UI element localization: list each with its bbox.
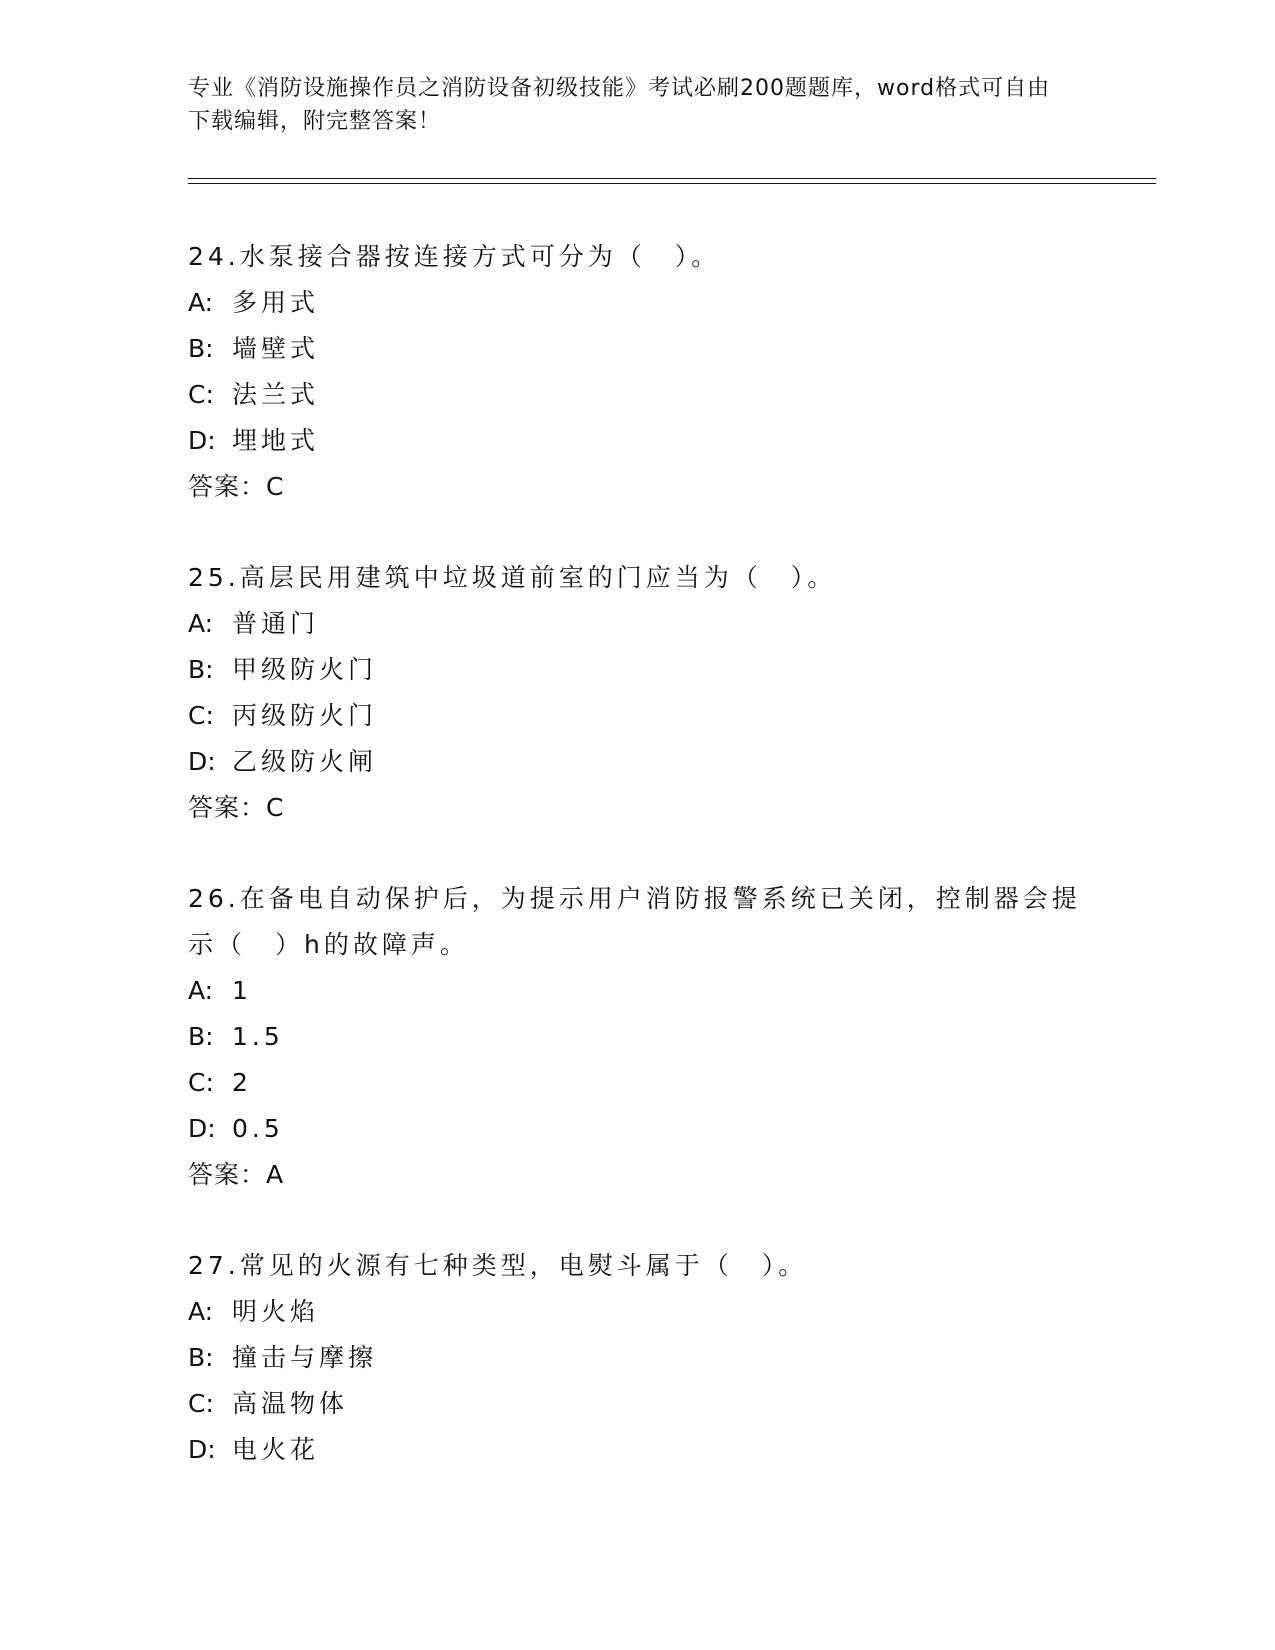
option-text: 法兰式 <box>232 380 320 409</box>
option-text: 甲级防火门 <box>232 655 378 684</box>
option-text: 丙级防火门 <box>232 701 378 730</box>
option-letter: D: <box>188 1435 216 1464</box>
answer-line: 答案：A <box>188 1160 285 1189</box>
option-letter: B: <box>188 1343 214 1372</box>
option-letter: D: <box>188 426 216 455</box>
answer-line: 答案：C <box>188 472 285 501</box>
option-a <box>188 968 1088 1014</box>
option-text: 2 <box>232 1068 252 1097</box>
question-24 <box>188 234 1088 510</box>
option-text: 乙级防火闸 <box>232 747 378 776</box>
option-text: 电火花 <box>232 1435 320 1464</box>
option-b <box>188 647 1088 693</box>
option-text: 墙壁式 <box>232 334 320 363</box>
option-c <box>188 1381 1088 1427</box>
option-a <box>188 601 1088 647</box>
header-divider-bottom <box>188 183 1156 184</box>
question-stem: 27.常见的火源有七种类型，电熨斗属于（ ）。 <box>188 1251 808 1280</box>
option-text: 多用式 <box>232 288 320 317</box>
option-a <box>188 280 1088 326</box>
option-c <box>188 1060 1088 1106</box>
option-text: 埋地式 <box>232 426 320 455</box>
option-text: 1.5 <box>232 1022 284 1051</box>
question-25 <box>188 555 1088 831</box>
option-text: 1 <box>232 976 252 1005</box>
option-letter: B: <box>188 334 214 363</box>
option-letter: B: <box>188 1022 214 1051</box>
option-text: 普通门 <box>232 609 320 638</box>
option-d <box>188 1106 1088 1152</box>
option-text: 撞击与摩擦 <box>232 1343 378 1372</box>
option-b <box>188 1335 1088 1381</box>
option-d <box>188 739 1088 785</box>
option-letter: A: <box>188 976 214 1005</box>
option-letter: C: <box>188 701 214 730</box>
option-d <box>188 1427 1088 1473</box>
option-b <box>188 1014 1088 1060</box>
option-letter: D: <box>188 747 216 776</box>
header-text: 专业《消防设施操作员之消防设备初级技能》考试必刷200题题库，word格式可自由下载编辑，附完整答案！ <box>188 76 1051 134</box>
question-26 <box>188 876 1088 1198</box>
option-letter: A: <box>188 1297 214 1326</box>
option-letter: C: <box>188 380 214 409</box>
option-letter: A: <box>188 609 214 638</box>
option-a <box>188 1289 1088 1335</box>
question-27 <box>188 1243 1088 1473</box>
option-c <box>188 372 1088 418</box>
document-header <box>188 72 1068 138</box>
option-text: 高温物体 <box>232 1389 349 1418</box>
option-letter: C: <box>188 1389 214 1418</box>
answer-line: 答案：C <box>188 793 285 822</box>
option-letter: D: <box>188 1114 216 1143</box>
question-stem: 24.水泵接合器按连接方式可分为（ ）。 <box>188 242 721 271</box>
header-divider-top <box>188 178 1156 179</box>
question-stem: 26.在备电自动保护后，为提示用户消防报警系统已关闭，控制器会提示（ ）h的故障声。 <box>188 884 1081 959</box>
option-letter: C: <box>188 1068 214 1097</box>
option-text: 明火焰 <box>232 1297 320 1326</box>
option-letter: B: <box>188 655 214 684</box>
option-d <box>188 418 1088 464</box>
option-b <box>188 326 1088 372</box>
option-letter: A: <box>188 288 214 317</box>
question-stem: 25.高层民用建筑中垃圾道前室的门应当为（ ）。 <box>188 563 837 592</box>
option-text: 0.5 <box>232 1114 284 1143</box>
option-c <box>188 693 1088 739</box>
